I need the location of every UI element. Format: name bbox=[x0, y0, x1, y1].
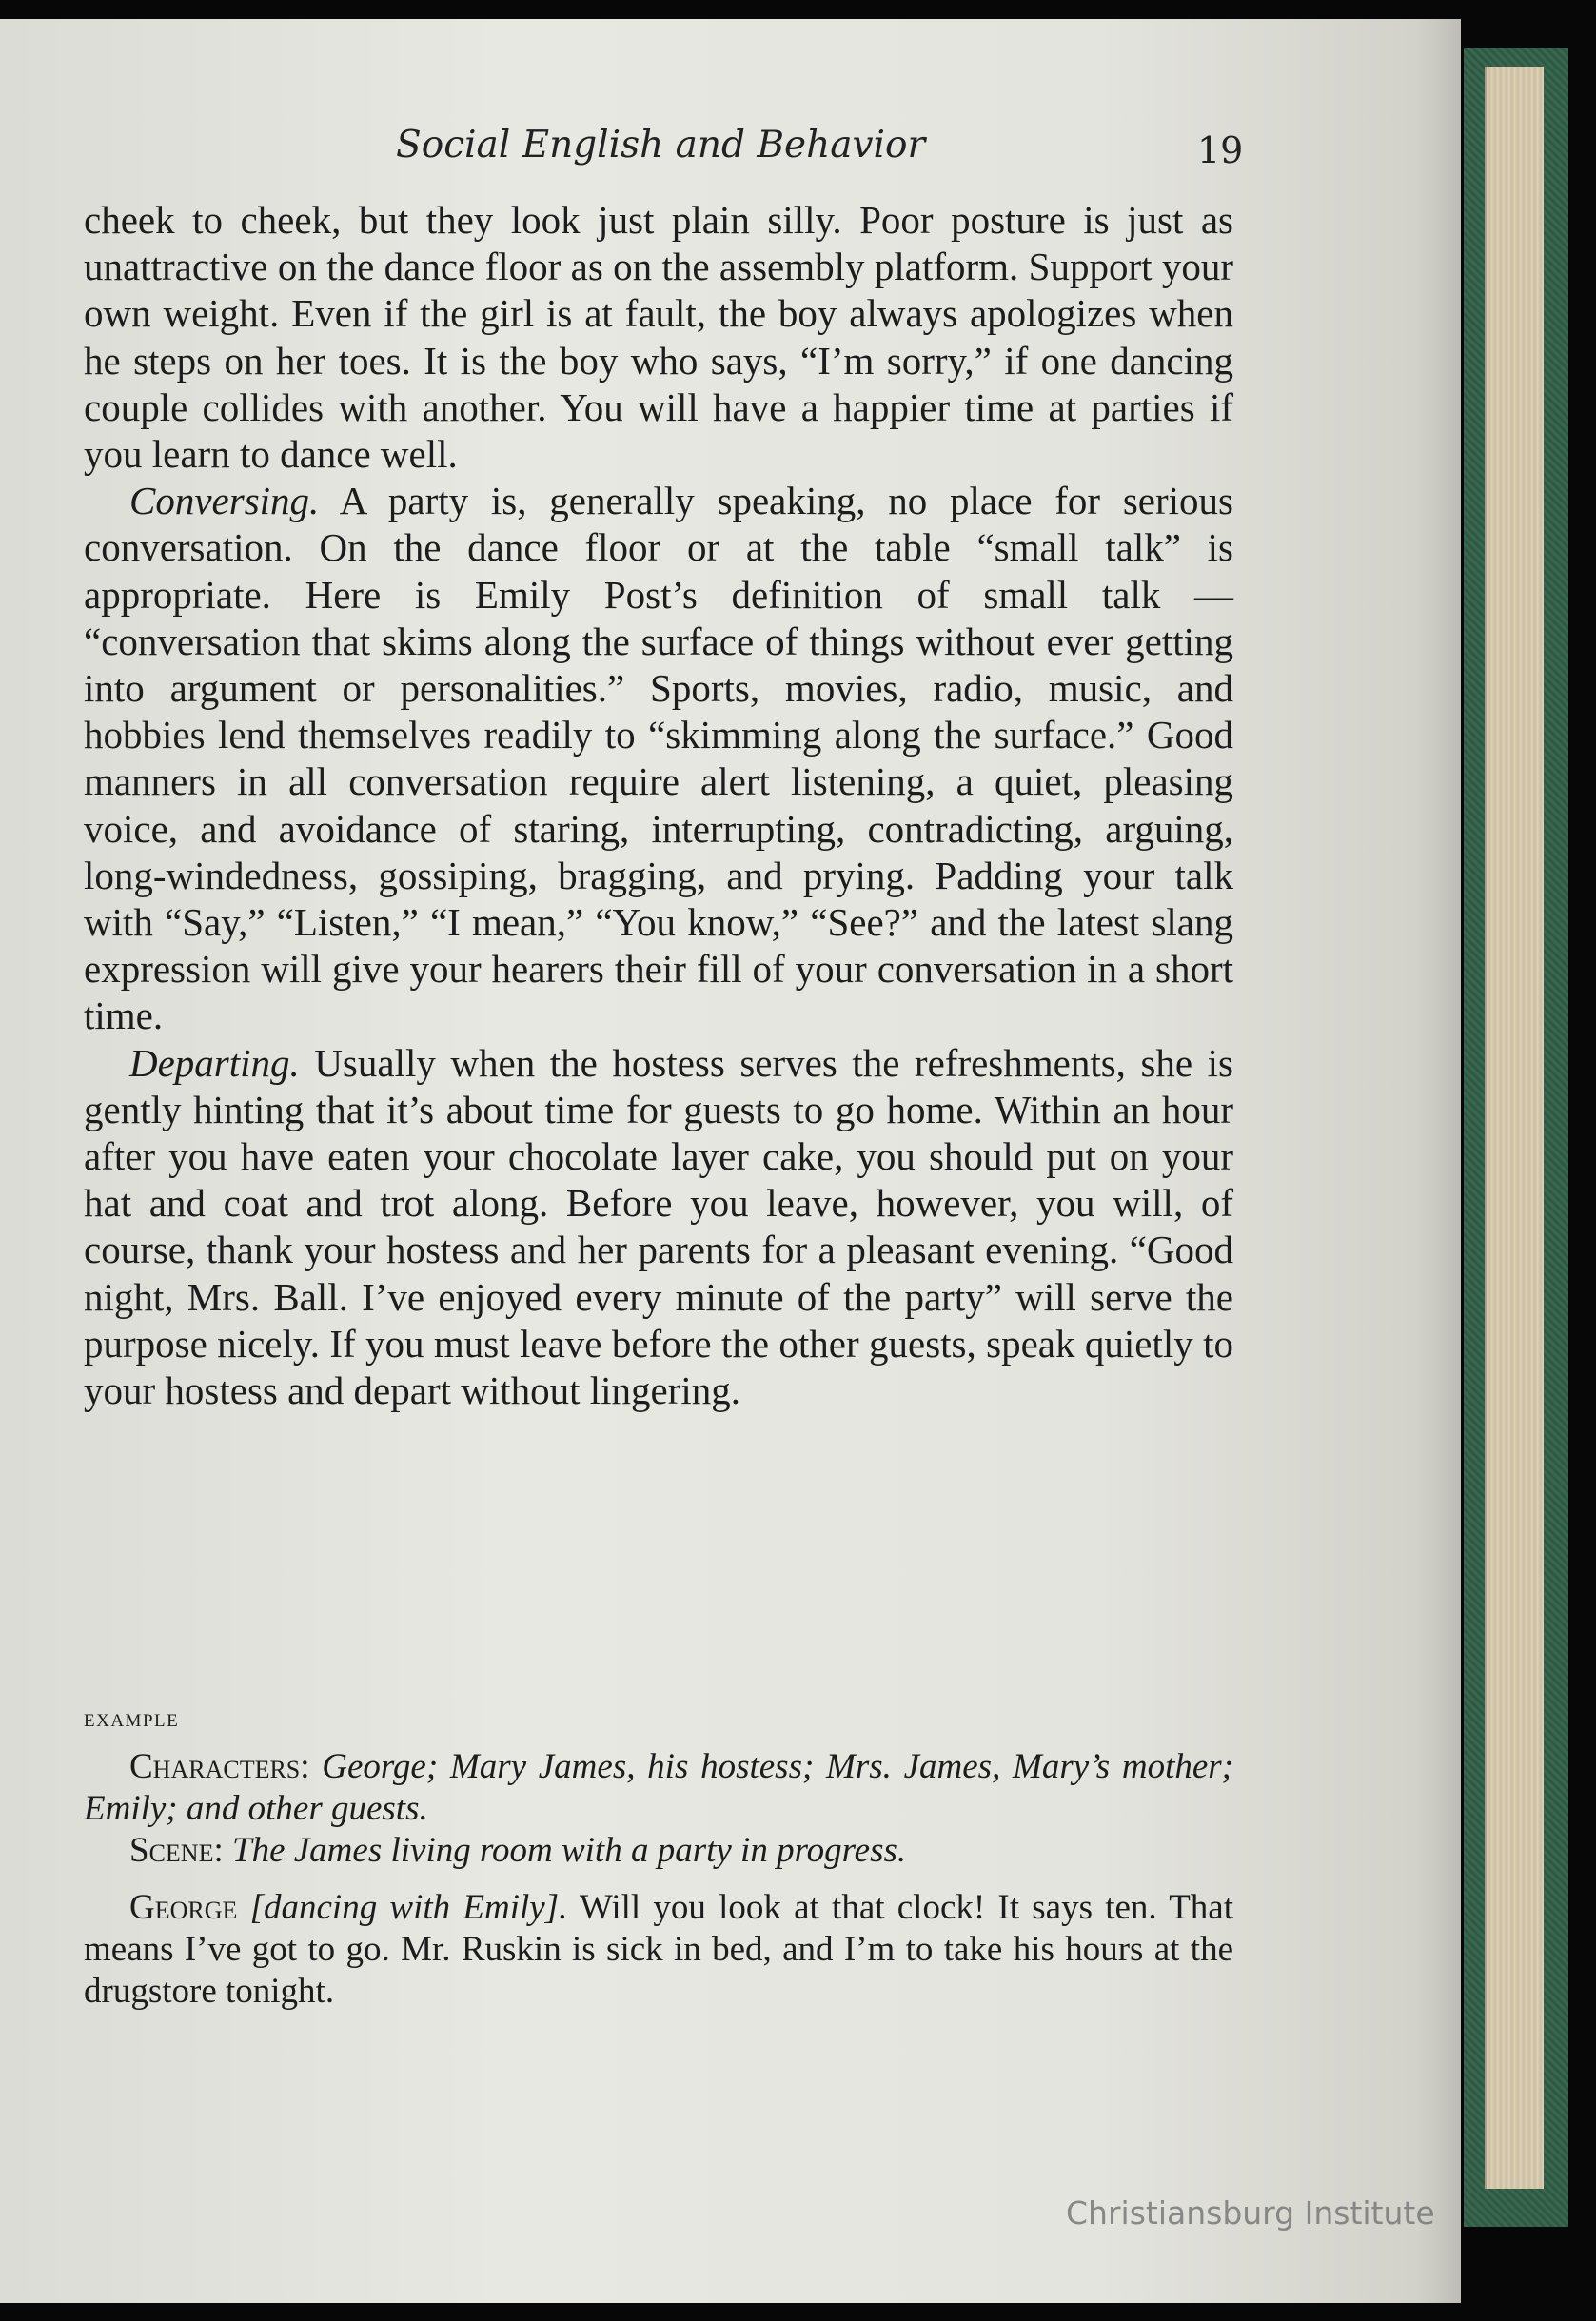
paragraph-label-departing: Departing. bbox=[129, 1040, 300, 1085]
dialog-speaker: George bbox=[129, 1888, 238, 1927]
example-scene bbox=[84, 1830, 1233, 1872]
body-text bbox=[84, 197, 1233, 1414]
paragraph-text-departing: Usually when the hostess serves the refreshments, she is gently hinting that it’s about time for guests to go home. Within an hour after you have eaten your chocolate layer cake, you should put on your hat and coat and trot along. Before you leave, however, you will, of course, thank your hostess and her parents for a pleasant evening. “Good night, Mrs. Ball. I’ve enjoyed every minute of the party” will serve the purpose nicely. If you must leave before the other guests, speak quietly to your hostess and depart without lingering. bbox=[84, 1040, 1233, 1413]
paragraph-label-conversing: Conversing. bbox=[129, 479, 320, 523]
paragraph-text-conversing: A party is, generally speaking, no place for serious conversation. On the dance floor or at the table “small talk” is appropriate. Here is Emily Post’s definition of small talk — “conversation that skims along the surface of things without ever getting into argument or personalities.” Sports, movies, radio, music, and hobbies lend themselves readily to “skimming along the surface.” Good manners in all conversation require alert listening, a quiet, pleasing voice, and avoidance of staring, interrupting, contradicting, arguing, long-windedness, gossiping, bragging, and prying. Padding your talk with “Say,” “Listen,” “I mean,” “You know,” “See?” and the latest slang expression will give your hearers their fill of your conversation in a short time. bbox=[84, 479, 1233, 1038]
watermark: Christiansburg Institute bbox=[1066, 2194, 1435, 2232]
example-heading: example bbox=[84, 1703, 180, 1732]
dialog-line: Will you look at that clock! It says ten. That means I’ve got to go. Mr. Ruskin is sick in bed, and I’m to take his hours at the drugstore tonight. bbox=[84, 1888, 1234, 2011]
paragraph-dancing: cheek to cheek, but they look just plain silly. Poor posture is just as unattractive on the dance floor as on the assembly platform. Support your own weight. Even if the girl is at fault, the boy always apologizes when he steps on her toes. It is the boy who says, “I’m sorry,” if one dancing couple collides with another. You will have a happier time at parties if you learn to dance well. bbox=[84, 198, 1233, 477]
dialog-stage-direction: [dancing with Emily]. bbox=[237, 1888, 568, 1927]
paragraph-conversing bbox=[84, 478, 1233, 1039]
example-block bbox=[84, 1746, 1233, 2013]
paragraph-departing bbox=[84, 1040, 1233, 1415]
characters-label: Characters: bbox=[129, 1747, 310, 1786]
scene-label: Scene: bbox=[129, 1831, 224, 1870]
characters-text: George; Mary James, his hostess; Mrs. James, Mary’s mother; Emily; and other guests. bbox=[84, 1747, 1233, 1828]
scene-text: The James living room with a party in progress. bbox=[223, 1831, 907, 1870]
page-edges bbox=[1485, 67, 1544, 2189]
running-head bbox=[84, 124, 1244, 171]
running-head-title: Social English and Behavior bbox=[396, 124, 926, 167]
example-dialog bbox=[84, 1887, 1233, 2013]
page-number: 19 bbox=[1197, 129, 1244, 171]
example-characters bbox=[84, 1746, 1233, 1830]
